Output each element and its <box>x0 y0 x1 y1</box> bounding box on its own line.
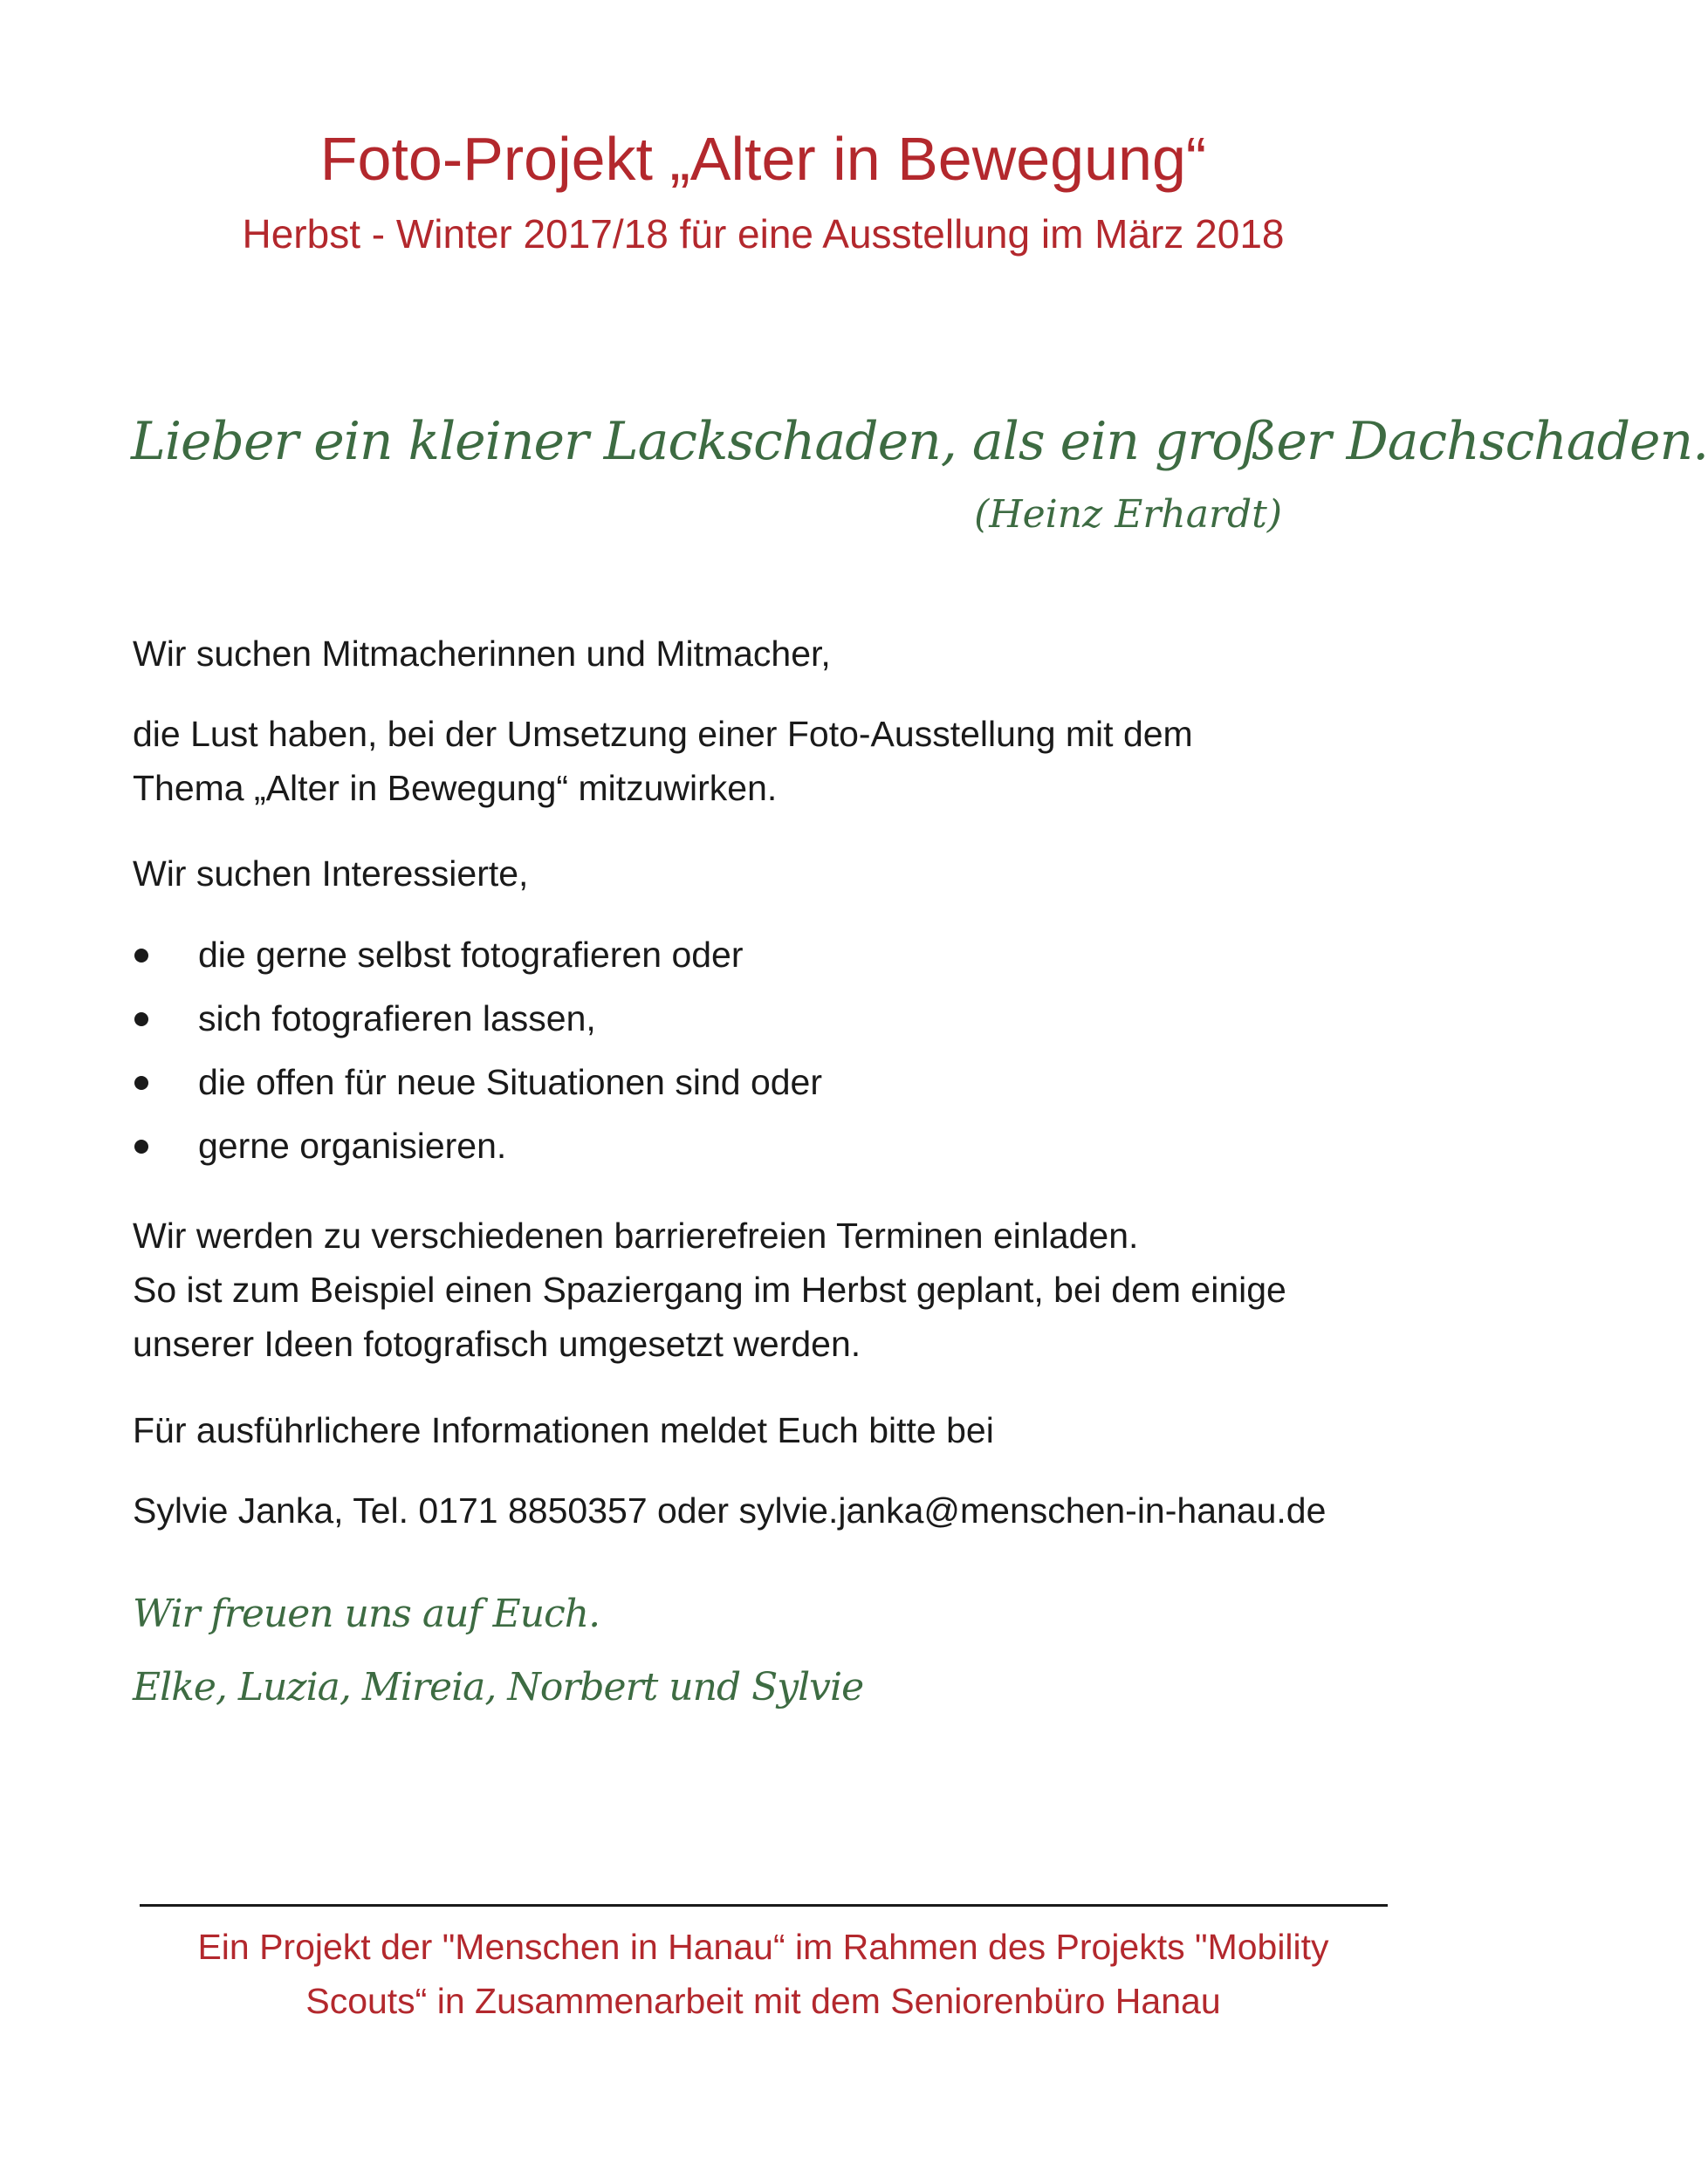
bullet-icon <box>134 1076 148 1090</box>
quote-text: Lieber ein kleiner Lackschaden, als ein großer Dachschaden. <box>131 411 1708 472</box>
paragraph-description-line-1: die Lust haben, bei der Umsetzung einer Foto-Ausstellung mit dem <box>133 714 1193 754</box>
list-item <box>133 1055 822 1119</box>
paragraph-interested: Wir suchen Interessierte, <box>133 853 529 894</box>
paragraph-intro: Wir suchen Mitmacherinnen und Mitmacher, <box>133 634 831 674</box>
paragraph-events-line-1: Wir werden zu verschiedenen barrierefreien Terminen einladen. <box>133 1216 1139 1256</box>
list-item <box>133 928 822 991</box>
paragraph-description <box>133 707 1193 815</box>
list-item-text: die offen für neue Situationen sind oder <box>198 1062 822 1102</box>
bullet-icon <box>134 1012 148 1026</box>
paragraph-events-line-2: So ist zum Beispiel einen Spaziergang im Herbst geplant, bei dem einige <box>133 1270 1286 1310</box>
bullet-list <box>133 928 822 1182</box>
bullet-icon <box>134 1140 148 1154</box>
greeting-line: Wir freuen uns auf Euch. <box>133 1592 600 1636</box>
footer-line-2: Scouts“ in Zusammenarbeit mit dem Seniorenbüro Hanau <box>305 1981 1221 2021</box>
page-subtitle: Herbst - Winter 2017/18 für eine Ausstellung im März 2018 <box>242 211 1285 257</box>
paragraph-events-line-3: unserer Ideen fotografisch umgesetzt werden. <box>133 1324 861 1364</box>
signature-names: Elke, Luzia, Mireia, Norbert und Sylvie <box>133 1665 864 1709</box>
page-title: Foto-Projekt „Alter in Bewegung“ <box>319 125 1207 193</box>
list-item-text: die gerne selbst fotografieren oder <box>198 935 744 975</box>
paragraph-info: Für ausführlichere Informationen meldet Euch bitte bei <box>133 1410 994 1450</box>
bullet-icon <box>134 949 148 963</box>
footer-divider <box>140 1904 1388 1907</box>
list-item-text: sich fotografieren lassen, <box>198 998 596 1038</box>
list-item-text: gerne organisieren. <box>198 1126 507 1166</box>
footer-note <box>0 1920 1526 2028</box>
paragraph-events <box>133 1209 1286 1371</box>
list-item <box>133 991 822 1055</box>
contact-line: Sylvie Janka, Tel. 0171 8850357 oder sylvie.janka@menschen-in-hanau.de <box>133 1490 1327 1531</box>
quote-author: (Heinz Erhardt) <box>974 492 1282 537</box>
paragraph-description-line-2: Thema „Alter in Bewegung“ mitzuwirken. <box>133 768 778 808</box>
list-item <box>133 1119 822 1182</box>
footer-line-1: Ein Projekt der "Menschen in Hanau“ im Rahmen des Projekts "Mobility <box>197 1927 1329 1967</box>
